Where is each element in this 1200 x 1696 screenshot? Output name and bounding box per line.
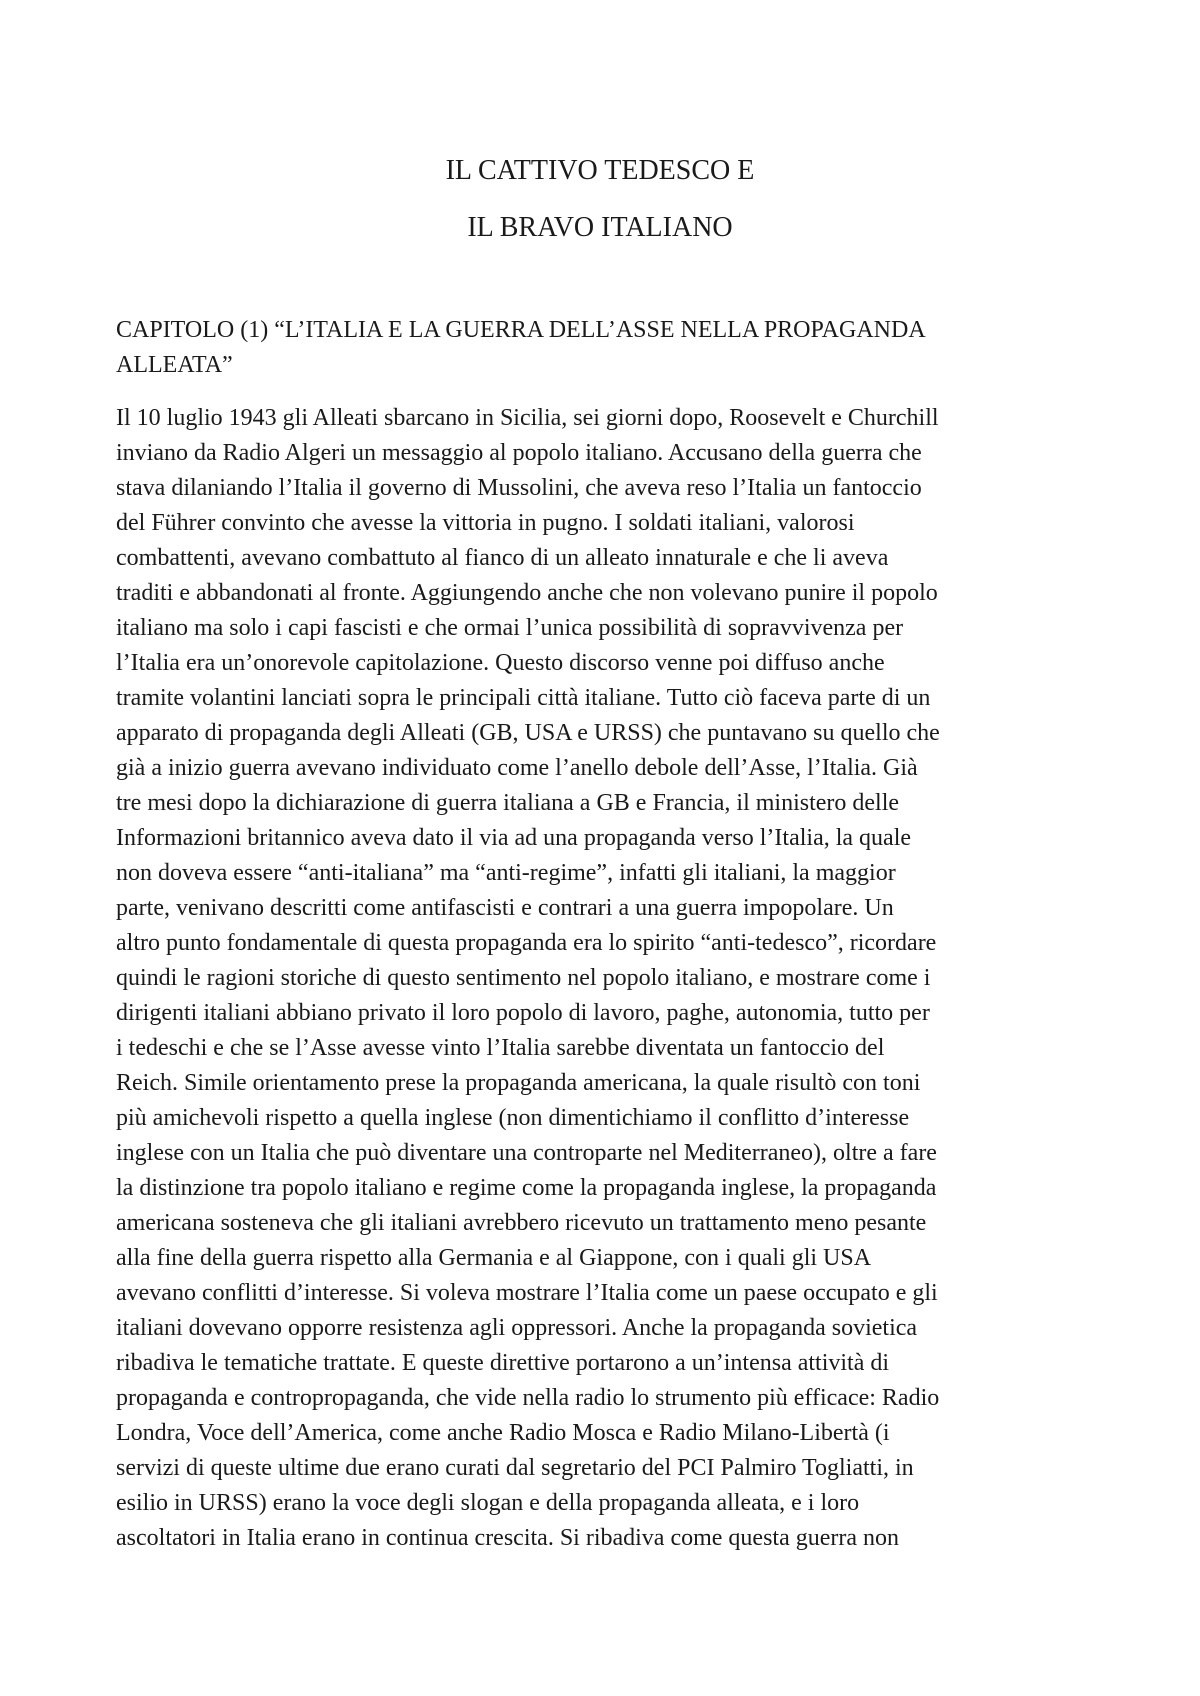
- body-line: altro punto fondamentale di questa propaganda era lo spirito “anti-tedesco”, ricordare: [116, 930, 937, 956]
- body-line: tre mesi dopo la dichiarazione di guerra italiana a GB e Francia, il ministero delle: [116, 790, 900, 816]
- body-line: più amichevoli rispetto a quella inglese (non dimentichiamo il conflitto d’interesse: [116, 1105, 910, 1131]
- chapter-heading-line: ALLEATA”: [116, 352, 233, 378]
- body-line: apparato di propaganda degli Alleati (GB, USA e URSS) che puntavano su quello che: [116, 720, 940, 746]
- body-line: i tedeschi e che se l’Asse avesse vinto l’Italia sarebbe diventata un fantoccio del: [116, 1035, 885, 1061]
- body-line: quindi le ragioni storiche di questo sentimento nel popolo italiano, e mostrare come i: [116, 965, 931, 991]
- body-line: italiano ma solo i capi fascisti e che ormai l’unica possibilità di sopravvivenza per: [116, 615, 904, 641]
- body-line: combattenti, avevano combattuto al fianco di un alleato innaturale e che li aveva: [116, 545, 889, 571]
- body-line: Informazioni britannico aveva dato il via ad una propaganda verso l’Italia, la quale: [116, 825, 912, 851]
- chapter-heading-line: CAPITOLO (1) “L’ITALIA E LA GUERRA DELL’ASSE NELLA PROPAGANDA: [116, 317, 926, 343]
- body-line: l’Italia era un’onorevole capitolazione. Questo discorso venne poi diffuso anche: [116, 650, 885, 676]
- chapter-heading: [116, 313, 1096, 383]
- body-line: inviano da Radio Algeri un messaggio al popolo italiano. Accusano della guerra che: [116, 440, 922, 466]
- body-line: inglese con un Italia che può diventare una controparte nel Mediterraneo), oltre a fare: [116, 1140, 937, 1166]
- body-line: americana sosteneva che gli italiani avrebbero ricevuto un trattamento meno pesante: [116, 1210, 927, 1236]
- body-line: dirigenti italiani abbiano privato il loro popolo di lavoro, paghe, autonomia, tutto per: [116, 1000, 930, 1026]
- body-line: propaganda e contropropaganda, che vide nella radio lo strumento più efficace: Radio: [116, 1385, 940, 1411]
- body-line: esilio in URSS) erano la voce degli slogan e della propaganda alleata, e i loro: [116, 1490, 860, 1516]
- body-line: Reich. Simile orientamento prese la propaganda americana, la quale risultò con toni: [116, 1070, 921, 1096]
- body-line: già a inizio guerra avevano individuato come l’anello debole dell’Asse, l’Italia. Già: [116, 755, 918, 781]
- body-line: tramite volantini lanciati sopra le principali città italiane. Tutto ciò faceva parte di un: [116, 685, 931, 711]
- body-line: non doveva essere “anti-italiana” ma “anti-regime”, infatti gli italiani, la maggior: [116, 860, 896, 886]
- body-line: Il 10 luglio 1943 gli Alleati sbarcano in Sicilia, sei giorni dopo, Roosevelt e Churchill: [116, 405, 939, 431]
- body-line: parte, venivano descritti come antifascisti e contrari a una guerra impopolare. Un: [116, 895, 894, 921]
- body-line: italiani dovevano opporre resistenza agli oppressori. Anche la propaganda sovietica: [116, 1315, 918, 1341]
- body-line: ribadiva le tematiche trattate. E queste direttive portarono a un’intensa attività di: [116, 1350, 890, 1376]
- body-line: Londra, Voce dell’America, come anche Radio Mosca e Radio Milano-Libertà (i: [116, 1420, 890, 1446]
- body-line: servizi di queste ultime due erano curati dal segretario del PCI Palmiro Togliatti, in: [116, 1455, 914, 1481]
- title-line-1: IL CATTIVO TEDESCO E: [445, 155, 755, 186]
- body-line: alla fine della guerra rispetto alla Germania e al Giappone, con i quali gli USA: [116, 1245, 872, 1271]
- title-line-2: IL BRAVO ITALIANO: [467, 212, 733, 243]
- body-line: stava dilaniando l’Italia il governo di Mussolini, che aveva reso l’Italia un fantoccio: [116, 475, 922, 501]
- body-line: traditi e abbandonati al fronte. Aggiungendo anche che non volevano punire il popolo: [116, 580, 938, 606]
- body-paragraph: [116, 401, 1096, 1556]
- body-line: avevano conflitti d’interesse. Si voleva mostrare l’Italia come un paese occupato e gli: [116, 1280, 938, 1306]
- document-title: [0, 142, 1200, 256]
- body-line: la distinzione tra popolo italiano e regime come la propaganda inglese, la propaganda: [116, 1175, 937, 1201]
- body-line: del Führer convinto che avesse la vittoria in pugno. I soldati italiani, valorosi: [116, 510, 855, 536]
- body-line: ascoltatori in Italia erano in continua crescita. Si ribadiva come questa guerra non: [116, 1525, 900, 1551]
